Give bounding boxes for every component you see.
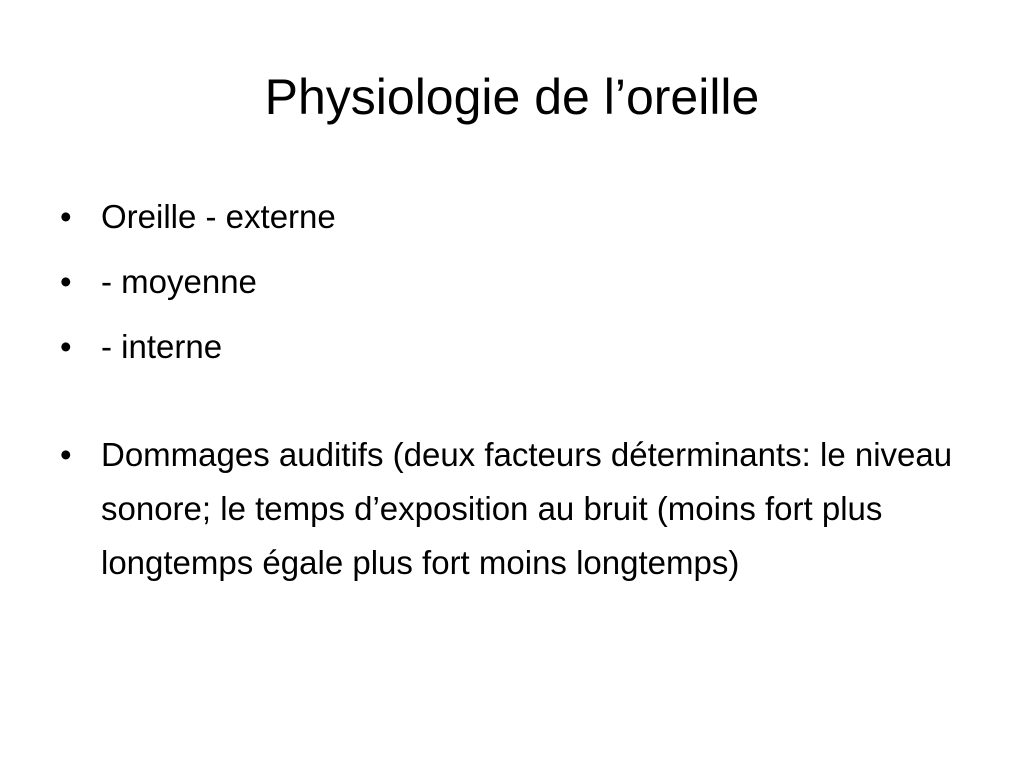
slide-title: Physiologie de l’oreille (264, 69, 760, 125)
bullet-item-dommages-auditifs (60, 428, 960, 590)
bullet-text: Dommages auditifs (deux facteurs déterminants: le niveau sonore; le temps d’exposition au bruit (moins fort plus longtemps égale plus fort moins longtemps) (101, 436, 953, 581)
bullet-text: - interne (101, 328, 223, 365)
bullet-item-interne (60, 320, 960, 374)
bullet-list (60, 190, 960, 601)
bullet-text: Oreille - externe (101, 198, 336, 235)
bullet-text: - moyenne (101, 263, 257, 300)
bullet-dot-icon: • (60, 436, 72, 473)
bullet-item-oreille-externe (60, 190, 960, 244)
bullet-dot-icon: • (60, 198, 72, 235)
bullet-item-moyenne (60, 255, 960, 309)
bullet-dot-icon: • (60, 328, 72, 365)
bullet-dot-icon: • (60, 263, 72, 300)
